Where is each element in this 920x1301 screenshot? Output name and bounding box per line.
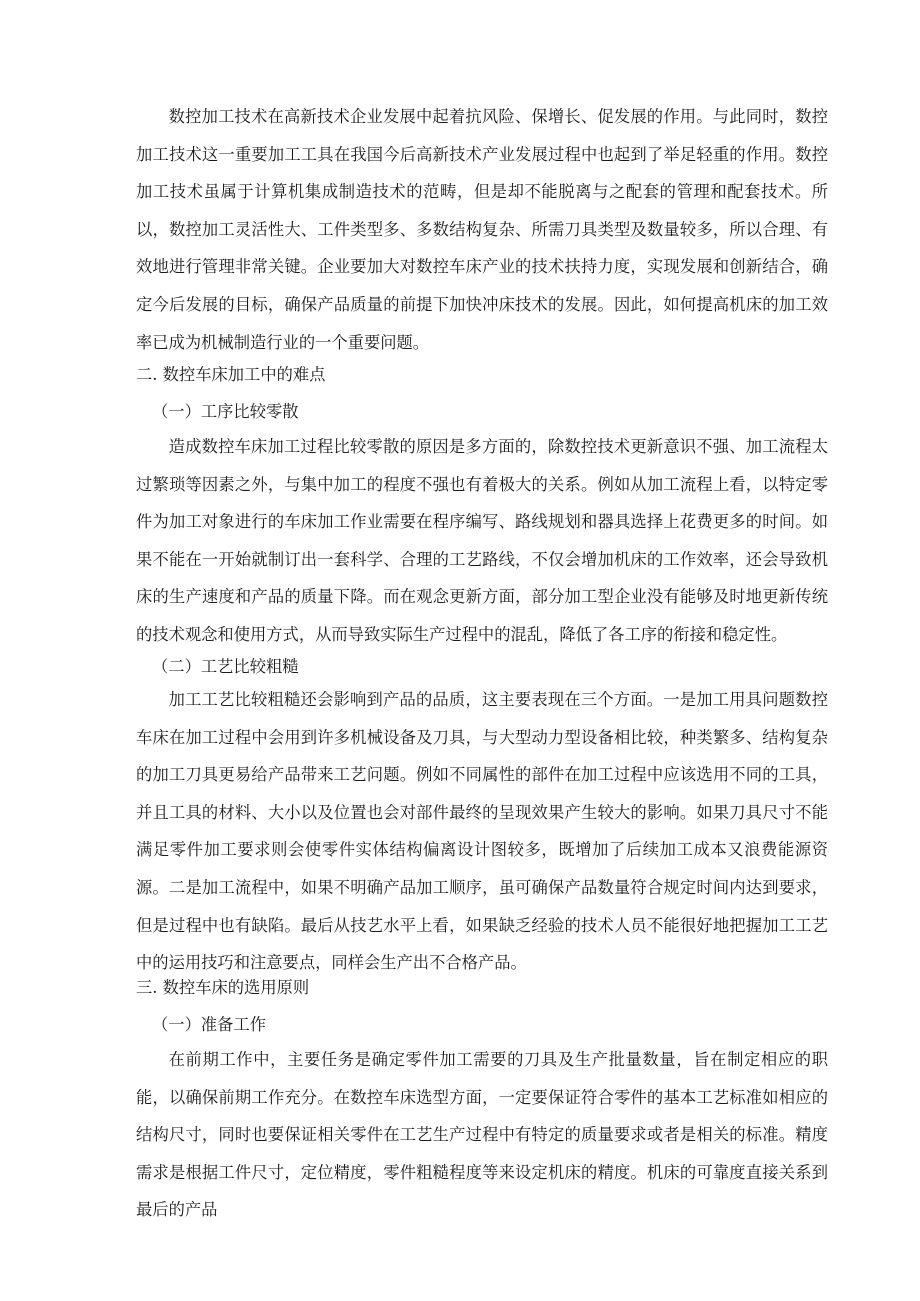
section-heading-2: 二. 数控车床加工中的难点: [136, 365, 326, 384]
paragraph-process-scattered: 造成数控车床加工过程比较零散的原因是多方面的，除数控技术更新意识不强、加工流程太过繁琐等因素之外，与集中加工的程度不强也有着极大的关系。例如从加工流程上看，以特定零件为加工对象进行的车床加工作业需要在程序编写、路线规划和器具选择上花费更多的时间。如果不能在一开始就制订出一套科学、合理的工艺路线，不仅会增加机床的工作效率，还会导致机床的生产速度和产品的质量下降。而在观念更新方面，部分加工型企业没有能够及时地更新传统的技术观念和使用方式，从而导致实际生产过程中的混乱，降低了各工序的衔接和稳定性。: [136, 437, 828, 644]
subsection-heading-2-2: （二）工艺比较粗糙: [152, 657, 299, 676]
intro-paragraph: 数控加工技术在高新技术企业发展中起着抗风险、保增长、促发展的作用。与此同时，数控加工技术这一重要加工工具在我国今后高新技术产业发展过程中也起到了举足轻重的作用。数控加工技术虽属于计算机集成制造技术的范畴，但是却不能脱离与之配套的管理和配套技术。所以，数控加工灵活性大、工件类型多、多数结构复杂、所需刀具类型及数量较多，所以合理、有效地进行管理非常关键。企业要加大对数控车床产业的技术扶持力度，实现发展和创新结合，确定今后发展的目标，确保产品质量的前提下加快冲床技术的发展。因此，如何提高机床的加工效率已成为机械制造行业的一个重要问题。: [136, 107, 828, 352]
subsection-heading-3-1: （一）准备工作: [152, 1015, 266, 1034]
paragraph-process-rough: 加工工艺比较粗糙还会影响到产品的品质，这主要表现在三个方面。一是加工用具问题数控车床在加工过程中会用到许多机械设备及刀具，与大型动力型设备相比较，种类繁多、结构复杂的加工刀具更易给产品带来工艺问题。例如不同属性的部件在加工过程中应该选用不同的工具，并且工具的材料、大小以及位置也会对部件最终的呈现效果产生较大的影响。如果刀具尺寸不能满足零件加工要求则会使零件实体结构偏离设计图较多，既增加了后续加工成本又浪费能源资源。二是加工流程中，如果不明确产品加工顺序，虽可确保产品数量符合规定时间内达到要求，但是过程中也有缺陷。最后从技艺水平上看，如果缺乏经验的技术人员不能很好地把握加工工艺中的运用技巧和注意要点，同样会生产出不合格产品。: [136, 690, 828, 973]
subsection-heading-2-1: （一）工序比较零散: [152, 402, 299, 421]
paragraph-preparation: 在前期工作中，主要任务是确定零件加工需要的刀具及生产批量数量，旨在制定相应的职能，以确保前期工作充分。在数控车床选型方面，一定要保证符合零件的基本工艺标准如相应的结构尺寸，同时也要保证相关零件在工艺生产过程中有特定的质量要求或者是相关的标准。精度需求是根据工件尺寸，定位精度，零件粗糙程度等来设定机床的精度。机床的可靠度直接关系到最后的产品: [136, 1050, 828, 1220]
section-heading-3: 三. 数控车床的选用原则: [136, 978, 310, 997]
